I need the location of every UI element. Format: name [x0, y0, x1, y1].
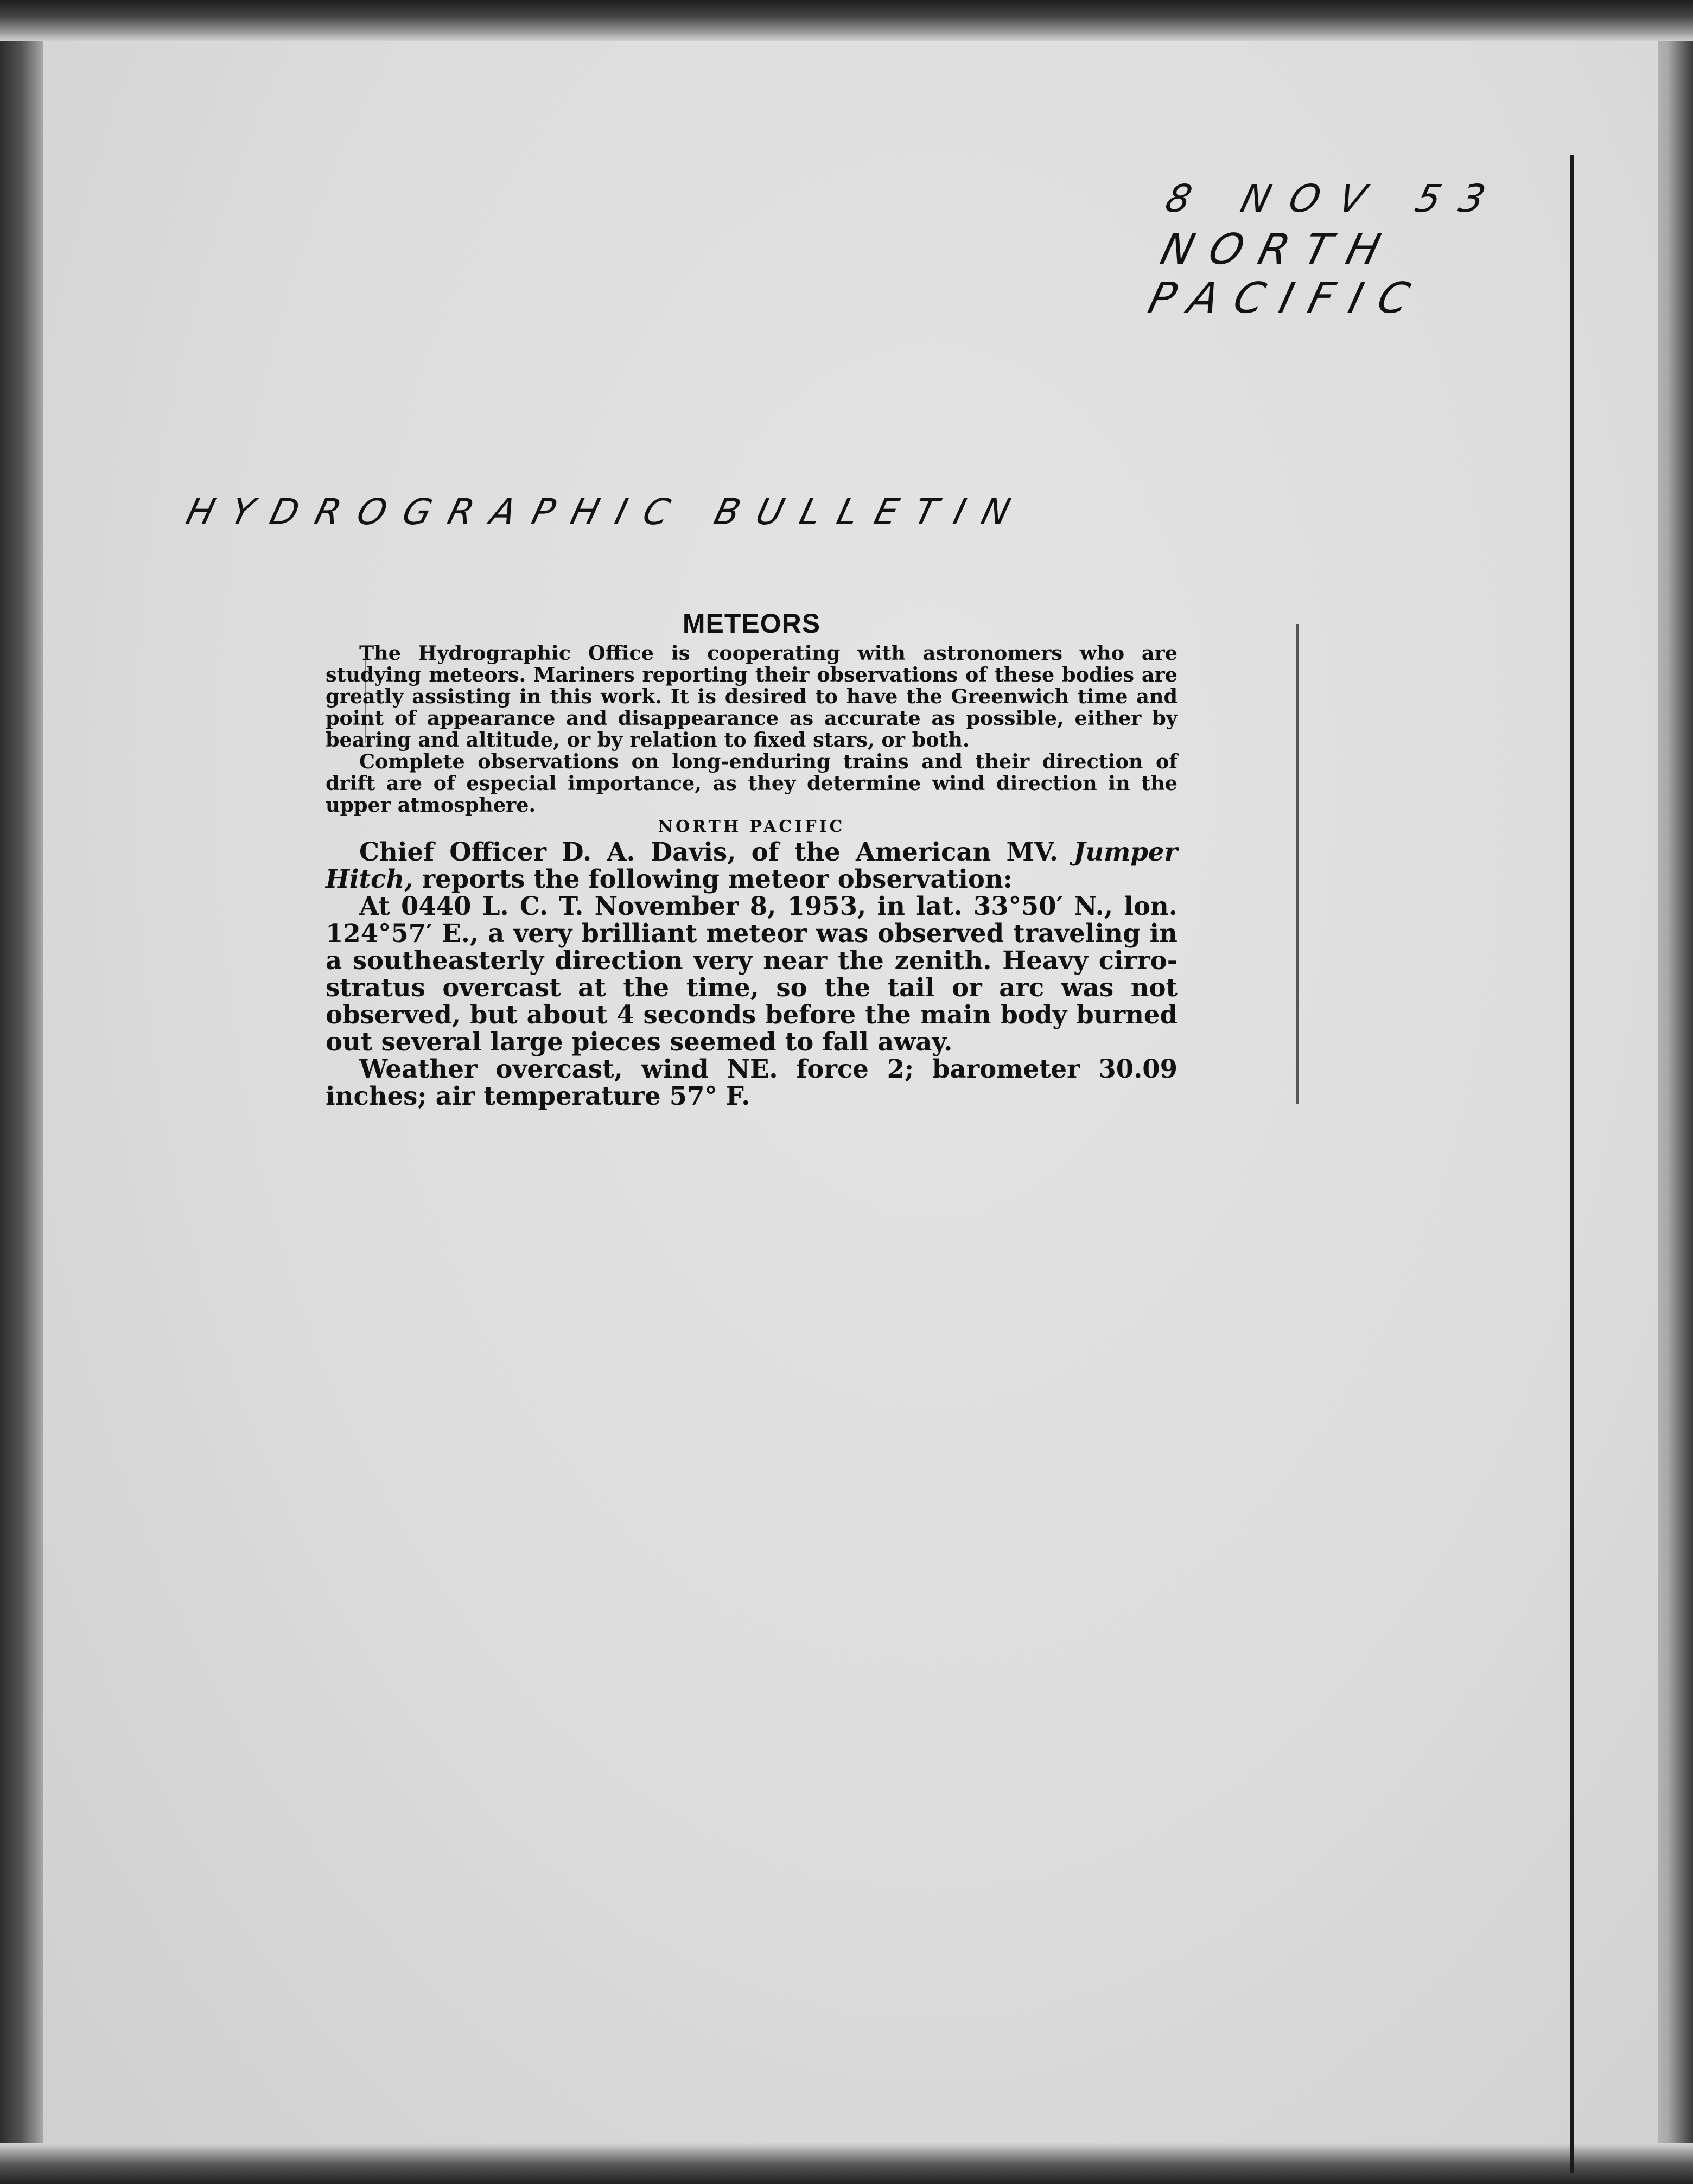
meteor-article: [326, 608, 1178, 1110]
region-subheading: NORTH PACIFIC: [658, 817, 845, 836]
intro-paragraph: The Hydrographic Office is cooperating with astronomers who are studying meteors. Mariners reporting their observations of these bodies are greatly assisting in this work. It is desired to have the Greenwich time and point of appearance and disappearance as accurate as possible, either by bearing and altitude, or by relation to fixed stars, or both.: [326, 641, 1178, 752]
report-intro: Chief Officer D. A. Davis, of the American MV.: [359, 837, 1059, 867]
ship-name: Jumper Hitch,: [326, 837, 1178, 894]
intro-paragraph: Complete observations on long-enduring trains and their direction of drift are of especial importance, as they determine wind direction in the upper atmosphere.: [326, 750, 1178, 817]
report-intro-end: reports the following meteor observation:: [422, 864, 1013, 894]
observation-paragraph: At 0440 L. C. T. November 8, 1953, in lat. 33°50′ N., lon. 124°57′ E., a very brilliant meteor was observed traveling in a southeasterly direction very near the zenith. Heavy cirro-stratus overcast at the time, so the tail or arc was not observed, but about 4 seconds before the main body burned out several large pieces seemed to fall away.: [326, 891, 1178, 1056]
scan-edge-bottom: [0, 2143, 1693, 2184]
clipping-edge-line: [1296, 624, 1299, 1104]
weather-paragraph: Weather overcast, wind NE. force 2; barometer 30.09 inches; air temperature 57° F.: [326, 1054, 1178, 1111]
scan-edge-top: [0, 0, 1693, 41]
handwritten-source: HYDROGRAPHIC BULLETIN: [182, 491, 1032, 533]
right-border-line: [1570, 155, 1574, 2173]
handwritten-date: 8 NOV 53: [1161, 176, 1510, 221]
article-heading: METEORS: [682, 608, 821, 639]
handwritten-region: NORTH PACIFIC: [1143, 225, 1431, 323]
report-paragraph: [326, 838, 1178, 893]
